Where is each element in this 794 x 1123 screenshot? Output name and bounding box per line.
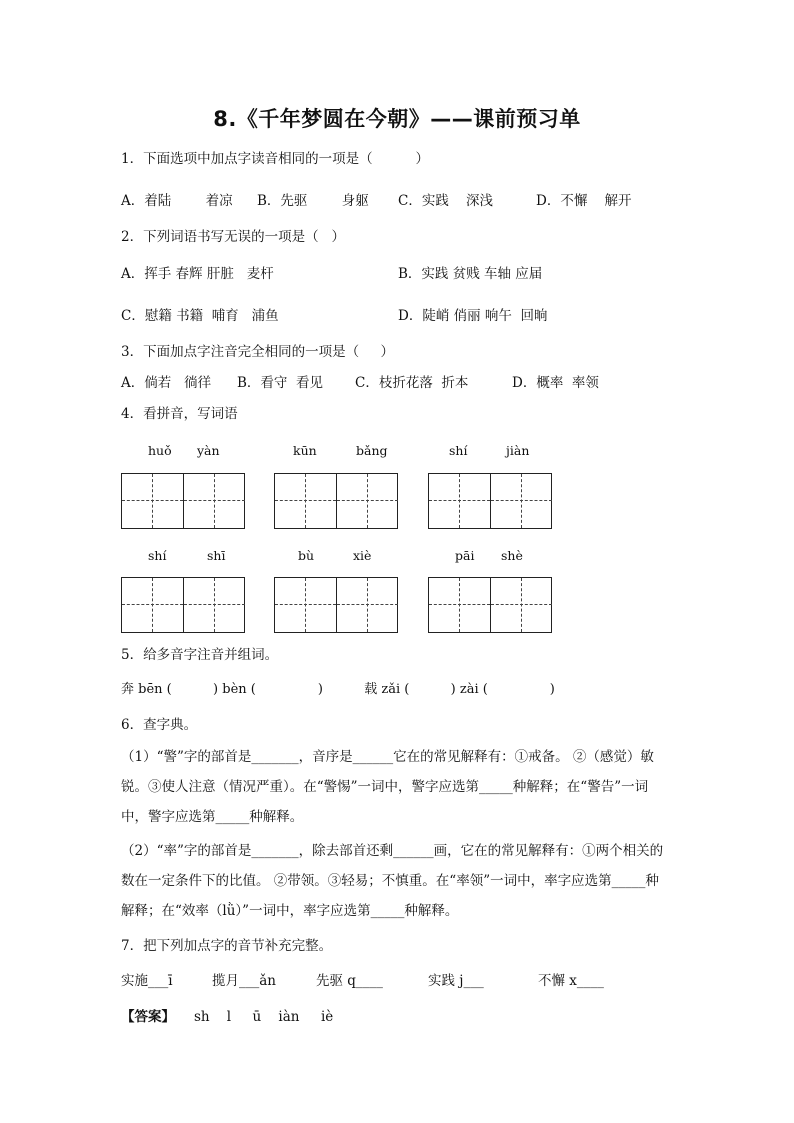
- q1-option-a: A．着陆 着凉: [121, 193, 233, 209]
- pinyin: xiè: [353, 548, 372, 563]
- question-6-stem: 6．查字典。: [121, 717, 198, 733]
- pinyin: yàn: [197, 443, 220, 458]
- writing-grid[interactable]: [274, 577, 398, 633]
- page-title: 8.《千年梦圆在今朝》——课前预习单: [213, 107, 581, 131]
- writing-grid[interactable]: [121, 473, 245, 529]
- q1-option-b: B．先驱 身躯: [257, 193, 369, 209]
- pinyin: bǎng: [356, 443, 388, 458]
- question-7-stem: 7．把下列加点字的音节补充完整。: [121, 938, 333, 954]
- q7-item: 揽月___ǎn: [212, 973, 276, 989]
- q1-option-c: C．实践 深浅: [398, 193, 493, 209]
- q7-item: 实施___ī: [121, 973, 173, 989]
- question-2-stem: 2．下列词语书写无误的一项是（ ）: [121, 229, 345, 245]
- writing-grid[interactable]: [121, 577, 245, 633]
- q7-item: 实践 j___: [428, 973, 484, 989]
- q3-option-a: A．倘若 徜徉: [121, 375, 212, 391]
- pinyin: shí: [148, 548, 167, 563]
- answer-label: 【答案】: [121, 1009, 175, 1025]
- q1-option-d: D．不懈 解开: [536, 193, 632, 209]
- q2-option-c: C．慰籍 书籍 哺育 浦鱼: [121, 308, 279, 324]
- question-5-stem: 5．给多音字注音并组词。: [121, 647, 279, 663]
- q3-option-d: D．概率 率领: [512, 375, 599, 391]
- q7-item: 不懈 x____: [538, 973, 604, 989]
- writing-grid[interactable]: [428, 577, 552, 633]
- q6-part-2: （2）“率”字的部首是_______，除去部首还剩______画，它在的常见解释有：①两个相关的数在一定条件下的比值。 ②带领。③轻易；不慎重。在“率领”一词中，率字应选第_____种解释；在“效率（lǜ）”一词中，率字应选第_____种解释。: [121, 843, 664, 919]
- q2-option-b: B．实践 贫贱 车轴 应届: [398, 266, 543, 282]
- answer-text: sh l ū iàn iè: [194, 1009, 334, 1025]
- pinyin: huǒ: [148, 443, 172, 458]
- question-4-stem: 4．看拼音，写词语: [121, 406, 238, 422]
- q3-option-c: C．枝折花落 折本: [355, 375, 469, 391]
- question-1-stem: 1．下面选项中加点字读音相同的一项是（ ）: [121, 151, 430, 167]
- writing-grid[interactable]: [274, 473, 398, 529]
- pinyin: shī: [207, 548, 226, 563]
- pinyin: shè: [501, 548, 523, 563]
- pinyin: bù: [298, 548, 315, 563]
- pinyin: kūn: [293, 443, 317, 458]
- q6-part-1: （1）“警”字的部首是_______，音序是______它在的常见解释有：①戒备。 ②（感觉）敏锐。③使人注意（情况严重）。在“警惕”一词中，警字应选第_____种解释；在“警告”一词中，警字应选第_____种解释。: [121, 749, 654, 825]
- q3-option-b: B．看守 看见: [237, 375, 324, 391]
- q2-option-d: D．陡峭 俏丽 响午 回晌: [398, 308, 548, 324]
- pinyin: jiàn: [506, 443, 530, 458]
- pinyin: shí: [449, 443, 468, 458]
- q5-polyphone-line: 奔 bēn ( ) bèn ( ) 载 zǎi ( ) zài ( ): [121, 682, 555, 697]
- question-3-stem: 3．下面加点字注音完全相同的一项是（ ）: [121, 344, 395, 360]
- writing-grid[interactable]: [428, 473, 552, 529]
- q2-option-a: A．挥手 春辉 肝脏 麦杆: [121, 266, 274, 282]
- q7-item: 先驱 q____: [316, 973, 383, 989]
- pinyin: pāi: [455, 548, 475, 563]
